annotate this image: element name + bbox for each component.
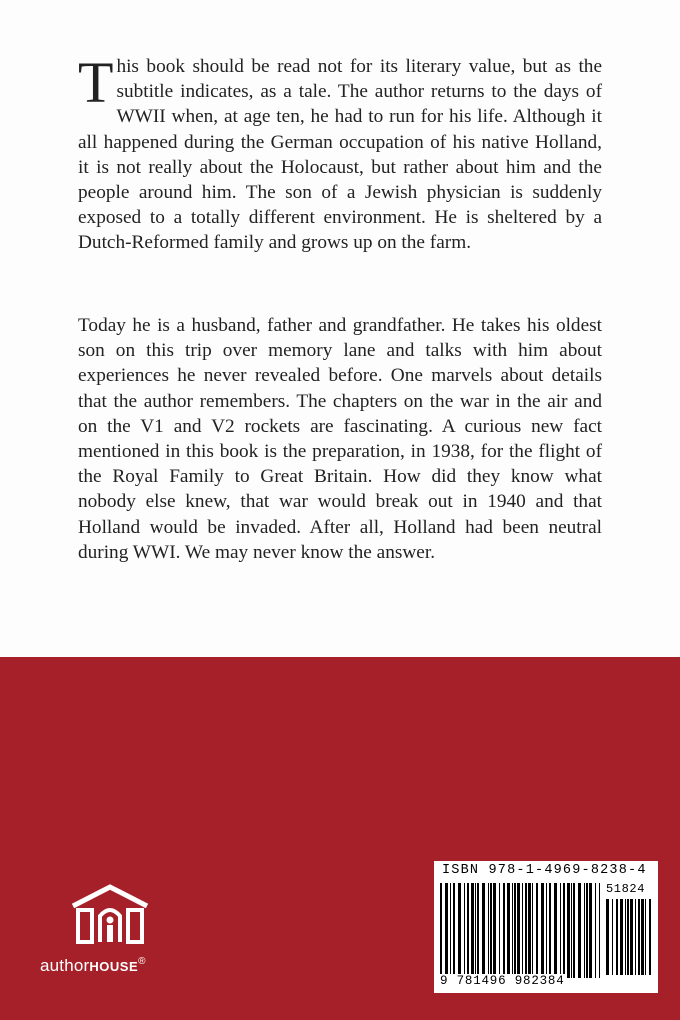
barcode-bar — [512, 883, 513, 978]
barcode-bar — [599, 883, 600, 978]
barcode-bar — [453, 883, 455, 978]
barcode-bar — [528, 883, 531, 978]
barcode-bar — [563, 883, 565, 978]
price-addon-barcode — [606, 899, 654, 975]
barcode-bar — [625, 899, 626, 975]
barcode-bar — [641, 899, 644, 975]
barcode-bar — [612, 899, 613, 975]
barcode-bar — [635, 899, 636, 975]
barcode-bar — [630, 899, 633, 975]
barcode-bar — [595, 883, 596, 978]
barcode-bar — [522, 883, 523, 978]
description-paragraph-2: Today he is a husband, father and grandfather. He takes his oldest son on this trip over memory lane and talks with him about experiences he never revealed before. One marvels about details that the author remembers. The chapters on the war in the air and on the V1 and V2 rockets are fascinating. A curious new fact mentioned in this book is the preparation, in 1938, for the flight of the Royal Family to Great Britain. How did they know what nobody else knew, that war would break out in 1940 and that Holland would be invaded. After all, Holland had been neutral during WWI. We may never know the answer. — [78, 315, 602, 563]
description-paragraph-1 — [78, 50, 602, 256]
barcode-bar — [503, 883, 505, 978]
barcode-number: 9 781496 982384 — [440, 974, 565, 988]
publisher-logo — [40, 884, 200, 984]
barcode-bar — [477, 883, 479, 978]
barcode-bar — [493, 883, 496, 978]
authorhouse-logo-icon — [69, 884, 151, 950]
barcode-bar — [567, 883, 570, 978]
barcode-bar — [616, 899, 618, 975]
barcode-bar — [482, 883, 485, 978]
publisher-name-part2: HOUSE — [89, 959, 139, 974]
barcode-bar — [440, 883, 442, 978]
barcode-bar — [488, 883, 489, 978]
barcode-bar — [620, 899, 623, 975]
barcode-bar — [638, 899, 640, 975]
barcode-bar — [490, 883, 492, 978]
barcode-bar — [546, 883, 547, 978]
barcode-bar — [645, 899, 646, 975]
barcode-bar — [573, 883, 575, 978]
price-code: 51824 — [606, 882, 646, 896]
barcode-bar — [606, 899, 609, 975]
publisher-name — [40, 956, 146, 976]
barcode-bar — [475, 883, 476, 978]
ean-barcode — [440, 883, 600, 978]
drop-cap: T — [78, 50, 114, 115]
barcode-bar — [560, 883, 561, 978]
barcode-bar — [649, 899, 651, 975]
barcode-bar — [554, 883, 557, 978]
barcode-bar — [517, 883, 520, 978]
barcode-bar — [532, 883, 533, 978]
barcode-bar — [450, 883, 451, 978]
barcode-bar — [471, 883, 474, 978]
paragraph-1-text: his book should be read not for its literary value, but as the subtitle indicates, as a tale. The author returns to the days of WWII when, at age ten, he had to run for his life. Although it all happened during the German occupation of his native Holland, it is not really about the Holocaust, but rather about him and the people around him. The son of a Jewish physician is suddenly exposed to a totally different environment. He is sheltered by a Dutch-Reformed family and grows up on the farm. — [78, 56, 602, 254]
barcode-bar — [499, 883, 500, 978]
barcode-bar — [586, 883, 588, 978]
isbn-barcode-box — [434, 861, 658, 993]
isbn-label: ISBN 978-1-4969-8238-4 — [442, 863, 647, 878]
barcode-bar — [589, 883, 592, 978]
barcode-bar — [507, 883, 510, 978]
barcode-bar — [445, 883, 448, 978]
barcode-bar — [514, 883, 516, 978]
barcode-bar — [536, 883, 538, 978]
barcode-bar — [458, 883, 461, 978]
barcode-bar — [467, 883, 469, 978]
barcode-bar — [549, 883, 551, 978]
barcode-bar — [525, 883, 527, 978]
barcode-bar — [541, 883, 544, 978]
trademark-symbol: ® — [138, 956, 146, 967]
barcode-bar — [578, 883, 581, 978]
barcode-bar — [464, 883, 465, 978]
barcode-bar — [584, 883, 585, 978]
publisher-name-part1: author — [40, 956, 90, 975]
barcode-bar — [571, 883, 572, 978]
barcode-bar — [627, 899, 629, 975]
